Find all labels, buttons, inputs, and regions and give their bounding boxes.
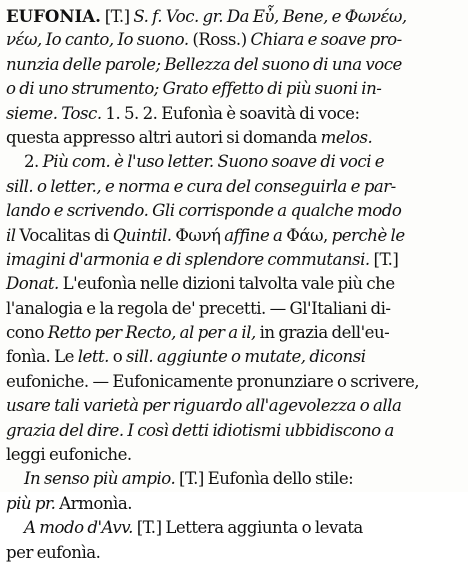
text-segment: L'eufonìa nelle dizioni talvolta vale più che (58, 274, 395, 294)
text-segment: Φωνή (175, 225, 225, 245)
text-segment: il (6, 225, 20, 245)
text-segment: perchè le (331, 225, 405, 245)
text-line (6, 77, 462, 101)
text-segment: fonìa. Le (6, 347, 78, 367)
text-segment: Quintil. (112, 225, 176, 245)
text-segment: usare tali varietà per riguardo all'agevolezza o alla (6, 396, 402, 416)
text-segment: affine a (224, 225, 287, 245)
text-line (6, 53, 462, 77)
text-segment: imagini d'armonia e di splendore commutansi. (6, 249, 370, 269)
text-line (6, 321, 462, 345)
text-segment: Φάω, (286, 225, 332, 245)
text-segment: νέω, Io canto, Io suono. (6, 30, 189, 50)
text-segment: 1. 5. 2. Eufonìa è soavità di voce: (101, 103, 360, 123)
headword: EUFONIA. (6, 6, 101, 26)
text-line (6, 4, 462, 28)
text-segment: [T.] Eufonìa dello stile: (175, 469, 354, 489)
text-segment: (Ross.) (188, 30, 251, 50)
text-segment: In senso più ampio. (24, 469, 176, 489)
text-line (6, 467, 462, 491)
text-segment: l'analogia e la regola de' precetti. — Gl'Italiani di- (6, 298, 391, 318)
text-line (6, 28, 462, 52)
text-segment: [T.] (369, 249, 399, 269)
text-segment: [T.] Lettera aggiunta o levata (132, 518, 363, 538)
text-line (6, 443, 462, 467)
text-line (6, 224, 462, 248)
text-segment: Donat. (6, 274, 59, 294)
text-segment: questa appresso altri autori si domanda (6, 127, 321, 147)
text-line (6, 492, 462, 516)
text-segment: sieme. Tosc. (6, 103, 102, 123)
text-segment: [T.] (100, 7, 134, 26)
text-segment: Chiara e soave pro- (250, 30, 402, 50)
text-line (6, 370, 462, 394)
text-segment: cono (6, 323, 48, 343)
text-segment: in grazia dell'eu- (255, 323, 390, 343)
text-line (6, 150, 462, 174)
text-line (6, 272, 462, 296)
text-segment: eufoniche. — Eufonicamente pronunziare o scrivere, (6, 371, 420, 391)
text-segment: lando e scrivendo. Gli corrisponde a qualche modo (6, 201, 402, 221)
text-segment: o (108, 347, 126, 367)
text-segment: sill. o letter., e norma e cura del conseguirla e par- (6, 176, 396, 196)
text-line (6, 175, 462, 199)
text-segment: melos. (320, 127, 373, 147)
text-segment: più pr. (6, 493, 56, 513)
text-segment: 2. (24, 152, 43, 172)
text-line (6, 297, 462, 321)
text-segment: nunzia delle parole; Bellezza del suono di una voce (6, 54, 402, 74)
text-segment: leggi eufoniche. (6, 445, 132, 465)
text-line (6, 199, 462, 223)
text-line (6, 541, 462, 565)
text-segment: Vocalitas di (19, 225, 113, 245)
text-segment: Più com. è l'uso letter. Suono soave di voci e (42, 152, 385, 172)
text-segment: lett. (77, 347, 109, 367)
text-line (6, 126, 462, 150)
text-segment: o di uno strumento; Grato effetto di più suoni in- (6, 79, 382, 99)
text-line (6, 419, 462, 443)
text-line (6, 102, 462, 126)
text-segment: Armonìa. (55, 493, 132, 513)
text-line (6, 394, 462, 418)
text-segment: Retto per Recto, al per a il, (47, 323, 256, 343)
text-segment: A modo d'Avv. (24, 518, 133, 538)
text-segment: per eufonìa. (6, 542, 101, 562)
text-segment: grazia del dire. I così detti idiotismi ubbidiscono a (6, 420, 394, 440)
text-line (6, 345, 462, 369)
text-line (6, 516, 462, 540)
text-line (6, 248, 462, 272)
text-segment: S. f. Voc. gr. Da Εὖ, Bene, e Φωνέω, (133, 7, 407, 26)
dictionary-entry-eufonia (6, 4, 462, 565)
text-segment: sill. aggiunte o mutate, diconsi (125, 347, 366, 367)
